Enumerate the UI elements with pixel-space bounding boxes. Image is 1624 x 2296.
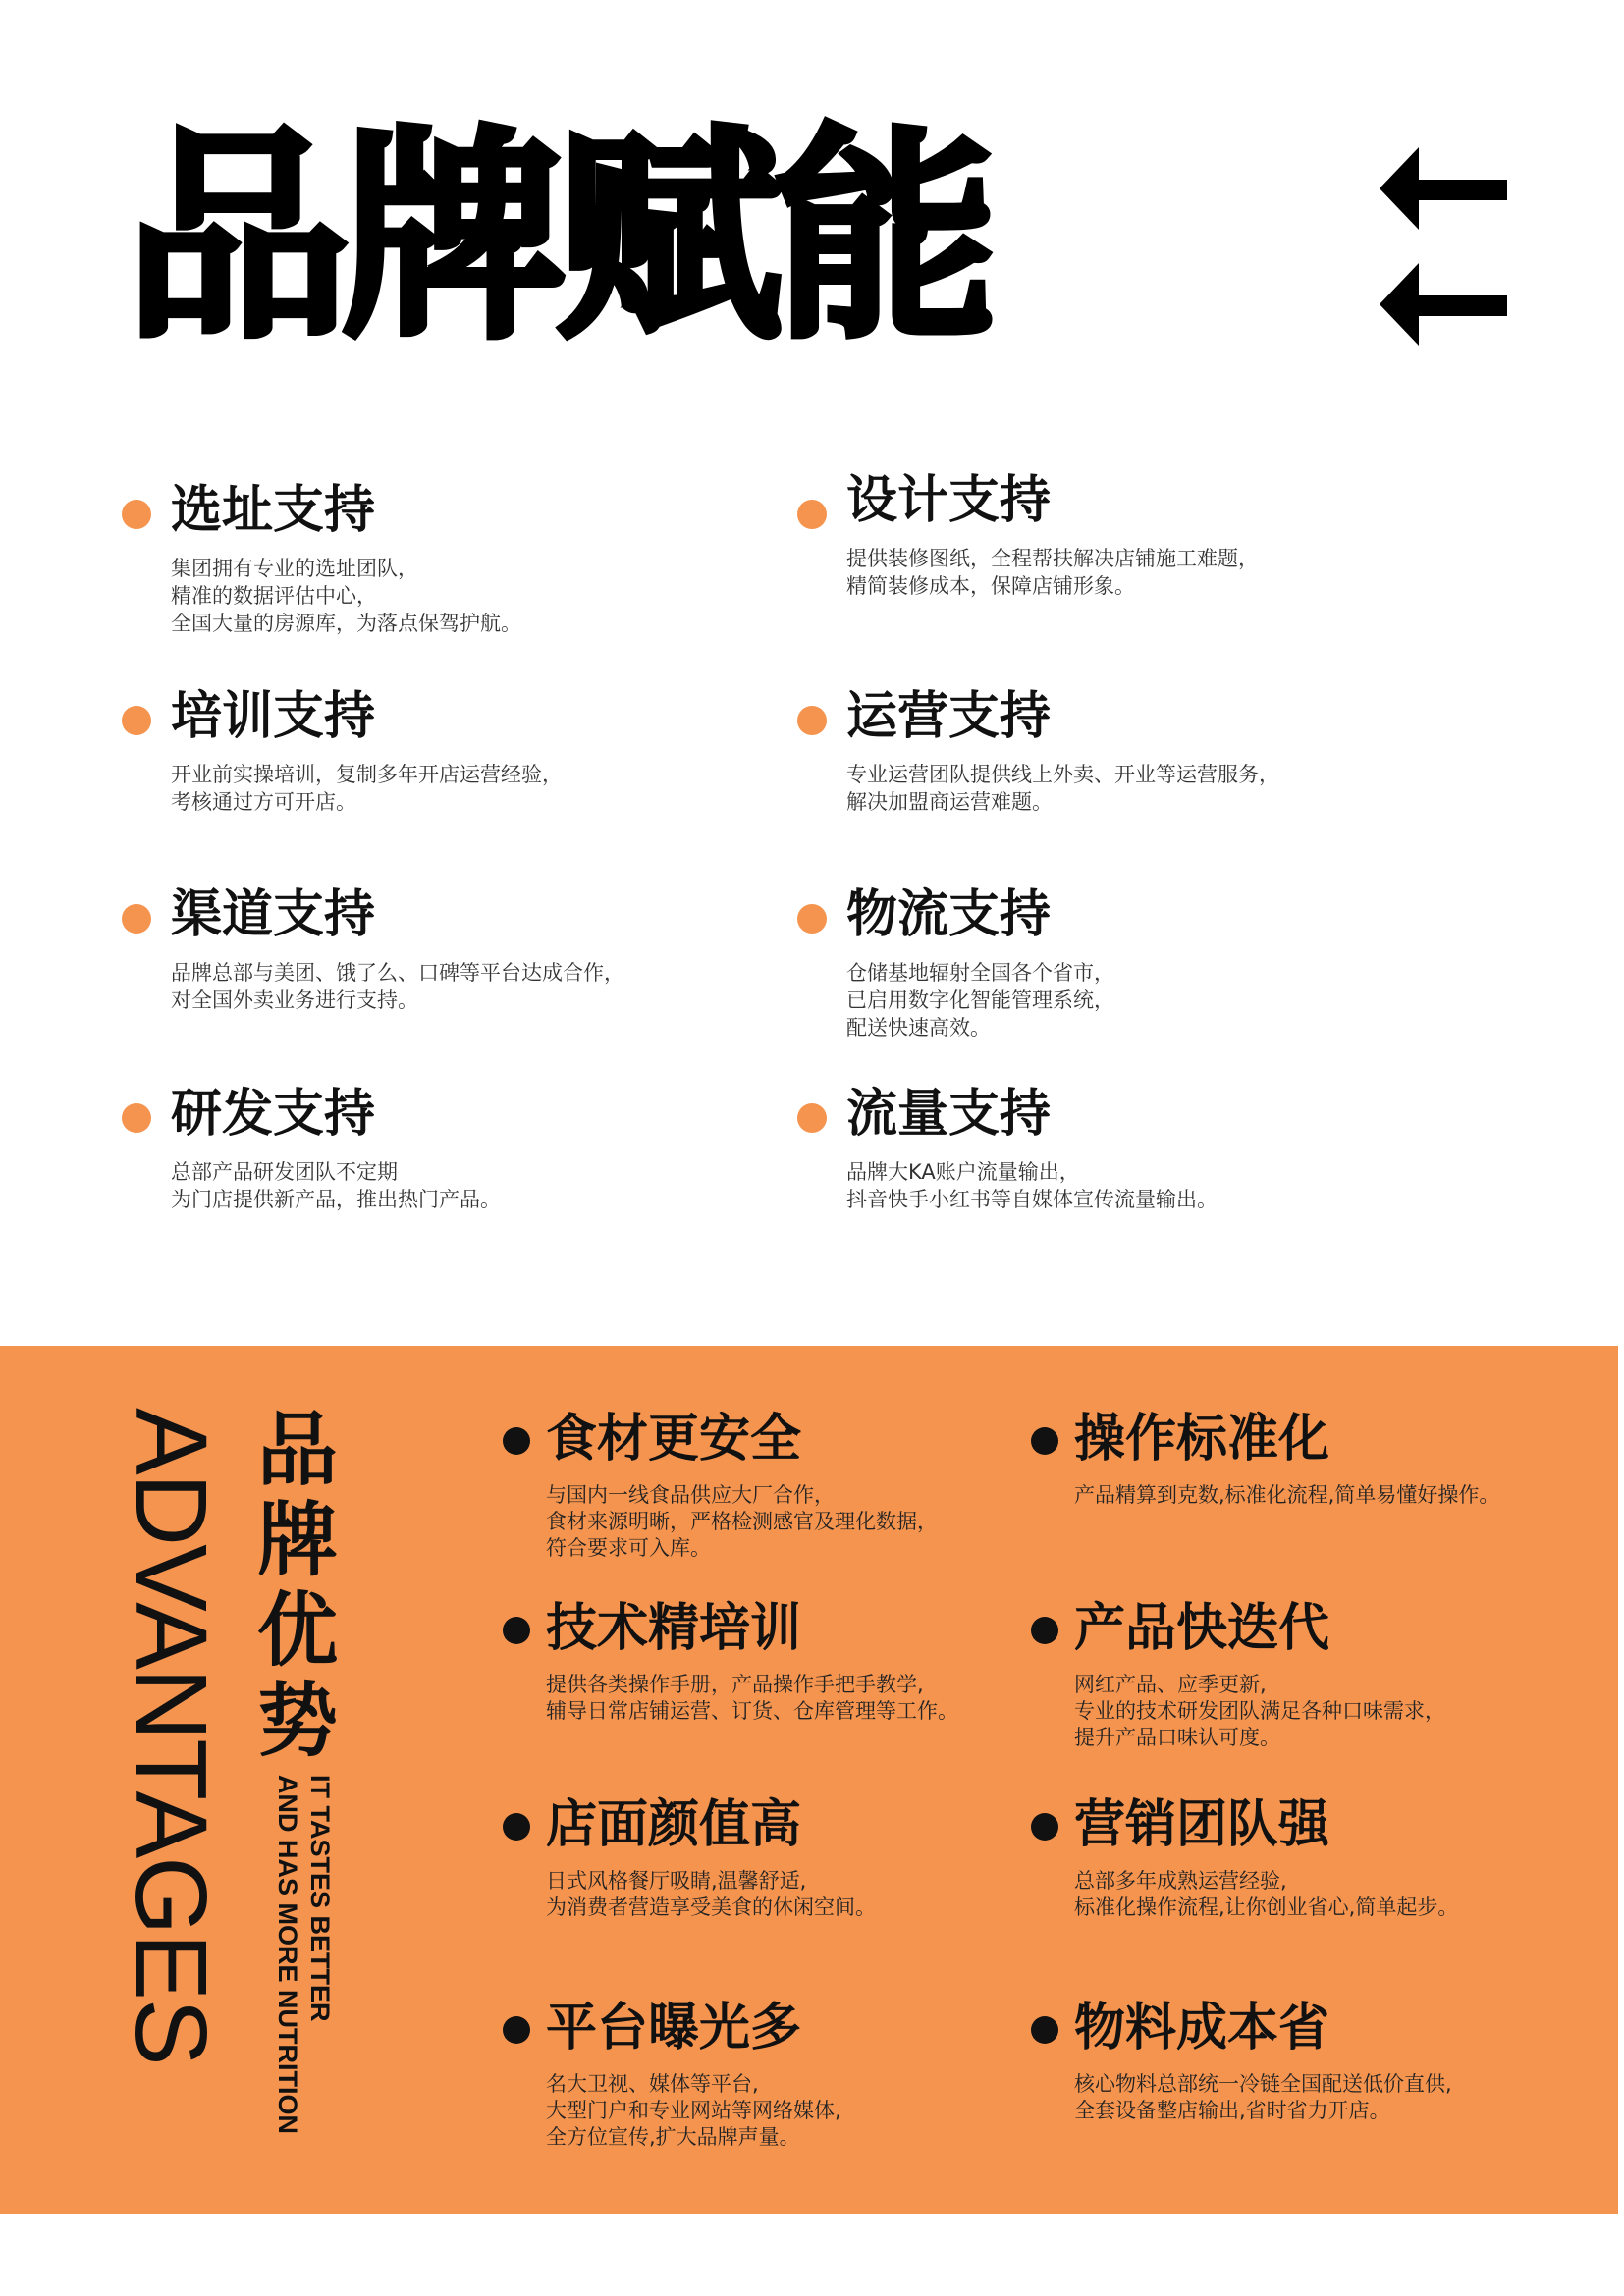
support-item-design [797, 466, 1406, 604]
bullet-dot-icon [122, 706, 151, 735]
support-title: 研发支持 [171, 1085, 376, 1144]
advantage-description: 日式风格餐厅吸睛,温馨舒适, 为消费者营造享受美食的休闲空间。 [546, 1869, 876, 1919]
advantage-item-training [503, 1595, 1053, 1733]
support-description: 提供装修图纸，全程帮扶解决店铺施工难题， 精简装修成本，保障店铺形象。 [846, 547, 1259, 598]
support-description: 品牌大KA账户流量输出， 抖音快手小红书等自媒体宣传流量输出。 [846, 1160, 1218, 1211]
support-title: 物流支持 [846, 885, 1052, 944]
tagline-line: AND HAS MORE NUTRITION [273, 1775, 302, 2134]
bullet-dot-icon [503, 1427, 530, 1455]
advantage-item-material-cost [1031, 1995, 1581, 2132]
bullet-dot-icon [797, 1103, 827, 1133]
advantage-item-exposure [503, 1995, 1053, 2157]
bullet-dot-icon [797, 706, 827, 735]
advantages-title-char: 品 [256, 1404, 338, 1497]
advantage-item-marketing-team [1031, 1791, 1581, 1929]
tagline-line: IT TASTES BETTER [305, 1775, 335, 2022]
advantage-title: 店面颜值高 [546, 1795, 802, 1854]
support-description: 集团拥有专业的选址团队， 精准的数据评估中心， 全国大量的房源库，为落点保驾护航。 [171, 557, 521, 635]
support-item-logistics [797, 881, 1406, 1047]
support-item-training [122, 682, 731, 820]
advantages-chinese-title [253, 1406, 342, 1767]
support-title: 运营支持 [846, 687, 1052, 746]
bullet-dot-icon [122, 500, 151, 529]
support-title: 渠道支持 [171, 885, 376, 944]
advantage-title: 操作标准化 [1074, 1410, 1330, 1468]
advantage-title: 物料成本省 [1074, 1999, 1330, 2057]
advantage-description: 核心物料总部统一冷链全国配送低价直供, 全套设备整店输出,省时省力开店。 [1074, 2072, 1452, 2122]
advantage-description: 总部多年成熟运营经验, 标准化操作流程,让你创业省心,简单起步。 [1074, 1869, 1459, 1919]
support-description: 开业前实操培训，复制多年开店运营经验， 考核通过方可开店。 [171, 763, 563, 814]
support-title: 设计支持 [846, 471, 1052, 530]
advantage-item-product-iteration [1031, 1595, 1581, 1757]
advantage-description: 网红产品、应季更新, 专业的技术研发团队满足各种口味需求， 提升产品口味认可度。 [1074, 1673, 1445, 1749]
bullet-dot-icon [797, 500, 827, 529]
bullet-dot-icon [797, 904, 827, 934]
advantages-english-title: ADVANTAGES [115, 1407, 228, 2064]
bullet-dot-icon [1031, 1813, 1058, 1841]
support-description: 仓储基地辐射全国各个省市， 已启用数字化智能管理系统， 配送快速高效。 [846, 961, 1114, 1040]
advantage-title: 食材更安全 [546, 1410, 802, 1468]
support-item-operation [797, 682, 1406, 820]
advantage-description: 产品精算到克数,标准化流程,简单易懂好操作。 [1074, 1483, 1500, 1507]
advantage-item-standardization [1031, 1406, 1581, 1523]
support-title: 选址支持 [171, 481, 376, 540]
advantages-title-char: 优 [256, 1584, 338, 1678]
bullet-dot-icon [1031, 1427, 1058, 1455]
bullet-dot-icon [122, 904, 151, 934]
support-title: 流量支持 [846, 1085, 1052, 1144]
advantage-title: 技术精培训 [546, 1599, 802, 1658]
bullet-dot-icon [503, 2016, 530, 2044]
advantage-item-ingredients [503, 1406, 1053, 1568]
support-description: 品牌总部与美团、饿了么、口碑等平台达成合作， 对全国外卖业务进行支持。 [171, 961, 624, 1012]
page-title: 品牌赋能 [126, 107, 990, 368]
bullet-dot-icon [503, 1813, 530, 1841]
advantage-description: 提供各类操作手册，产品操作手把手教学, 辅导日常店铺运营、订货、仓库管理等工作。 [546, 1673, 958, 1723]
support-description: 总部产品研发团队不定期 为门店提供新产品，推出热门产品。 [171, 1160, 501, 1211]
advantage-item-store-design [503, 1791, 1053, 1929]
advantages-tagline [257, 1775, 336, 2148]
support-item-traffic [797, 1080, 1406, 1217]
advantage-title: 平台曝光多 [546, 1999, 802, 2057]
support-description: 专业运营团队提供线上外卖、开业等运营服务， 解决加盟商运营难题。 [846, 763, 1279, 814]
support-item-rnd [122, 1080, 731, 1217]
bullet-dot-icon [1031, 1617, 1058, 1644]
double-left-arrow-icon [1380, 147, 1507, 358]
advantages-title-char: 势 [256, 1675, 338, 1768]
support-item-site-selection [122, 476, 731, 633]
bullet-dot-icon [503, 1617, 530, 1644]
advantage-title: 营销团队强 [1074, 1795, 1330, 1854]
support-item-channel [122, 881, 731, 1018]
advantage-description: 名大卫视、媒体等平台, 大型门户和专业网站等网络媒体, 全方位宣传,扩大品牌声量。 [546, 2072, 841, 2149]
bullet-dot-icon [1031, 2016, 1058, 2044]
advantage-title: 产品快迭代 [1074, 1599, 1330, 1658]
bullet-dot-icon [122, 1103, 151, 1133]
advantages-title-char: 牌 [256, 1494, 338, 1587]
advantage-description: 与国内一线食品供应大厂合作， 食材来源明晰，严格检测感官及理化数据， 符合要求可入库。 [546, 1483, 938, 1560]
support-title: 培训支持 [171, 687, 376, 746]
